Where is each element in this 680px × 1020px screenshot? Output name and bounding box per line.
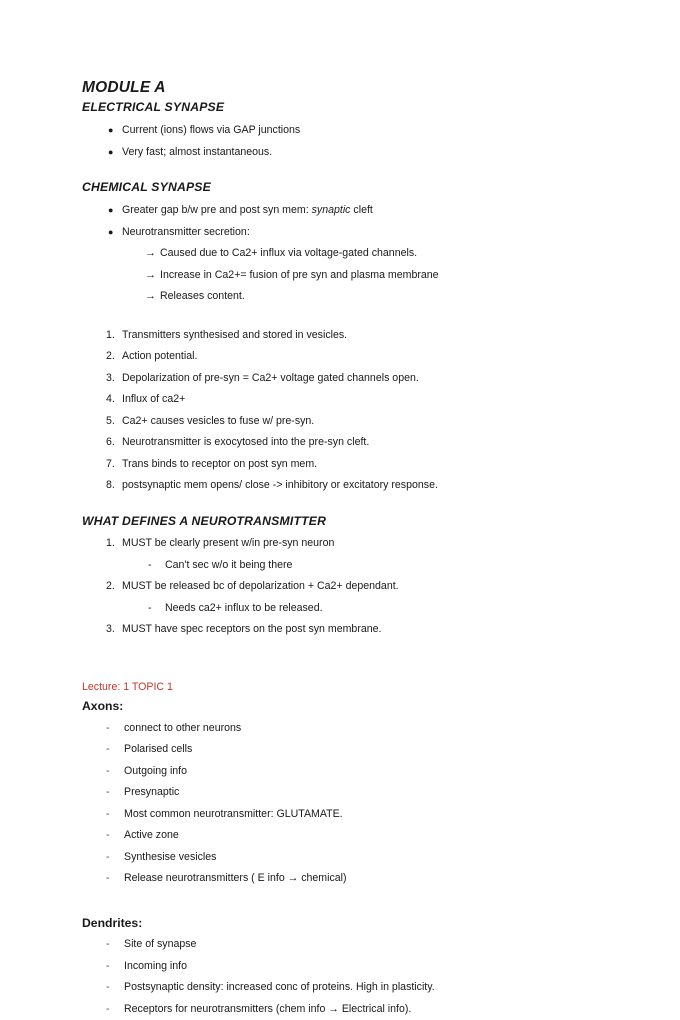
list-item	[82, 999, 602, 1020]
list-item	[82, 619, 602, 641]
axons-list	[82, 718, 602, 890]
dash-icon: -	[106, 721, 110, 734]
list-item	[82, 120, 602, 142]
arrow-right-icon: →	[145, 268, 156, 281]
list-item-text: Incoming info	[124, 959, 188, 972]
list-item	[82, 222, 602, 244]
list-item-text	[122, 200, 602, 222]
list-item-text: Presynaptic	[124, 786, 180, 799]
list-item	[82, 389, 602, 411]
list-item-text: postsynaptic mem opens/ close -> inhibitory or excitatory response.	[122, 479, 438, 492]
dash-icon: -	[106, 981, 110, 994]
list-item	[82, 868, 602, 890]
list-number: 8.	[106, 479, 115, 492]
list-item	[82, 804, 602, 826]
arrow-right-icon: →	[145, 247, 156, 260]
arrow-right-icon: →	[145, 290, 156, 303]
dash-icon: -	[148, 601, 152, 614]
dash-icon: -	[106, 764, 110, 777]
bullet-icon: ●	[108, 146, 114, 157]
list-item-text: Release neurotransmitters ( E info → chemical)	[124, 872, 347, 885]
heading-chemical-synapse: CHEMICAL SYNAPSE	[82, 180, 211, 195]
list-item	[82, 432, 602, 454]
list-item-text: Depolarization of pre-syn = Ca2+ voltage gated channels open.	[122, 371, 419, 384]
list-item-text: Postsynaptic density: increased conc of proteins. High in plasticity.	[124, 981, 435, 994]
dendrites-list	[82, 934, 602, 1020]
list-item-text: MUST be released bc of depolarization + Ca2+ dependant.	[122, 580, 399, 593]
list-item	[82, 956, 602, 978]
heading-electrical-synapse: ELECTRICAL SYNAPSE	[82, 100, 225, 115]
dash-icon: -	[106, 807, 110, 820]
neurotransmitter-criteria-list	[82, 533, 602, 641]
list-item	[82, 411, 602, 433]
list-item-text: Receptors for neurotransmitters (chem info → Electrical info).	[124, 1002, 412, 1015]
lecture-topic-label: Lecture: 1 TOPIC 1	[82, 680, 173, 693]
list-number: 2.	[106, 580, 115, 593]
list-item	[82, 265, 602, 287]
list-number: 3.	[106, 371, 115, 384]
list-item-text: Can't sec w/o it being there	[165, 558, 293, 571]
list-item	[82, 368, 602, 390]
list-item-text: Neurotransmitter secretion:	[122, 225, 250, 238]
list-item-text: Most common neurotransmitter: GLUTAMATE.	[124, 807, 343, 820]
dash-icon: -	[106, 850, 110, 863]
heading-dendrites: Dendrites:	[82, 915, 143, 930]
chemical-synapse-steps	[82, 325, 602, 497]
list-item	[82, 977, 602, 999]
dash-icon: -	[106, 1002, 110, 1015]
list-item-text: Ca2+ causes vesicles to fuse w/ pre-syn.	[122, 414, 315, 427]
list-item-text: Caused due to Ca2+ influx via voltage-gated channels.	[160, 247, 418, 260]
list-item-text: Action potential.	[122, 350, 198, 363]
dash-icon: -	[106, 872, 110, 885]
list-item-text: Site of synapse	[124, 938, 197, 951]
dash-icon: -	[106, 743, 110, 756]
list-number: 5.	[106, 414, 115, 427]
page-title: MODULE A	[82, 79, 166, 96]
list-item-text: Neurotransmitter is exocytosed into the pre-syn cleft.	[122, 436, 370, 449]
heading-axons: Axons:	[82, 698, 124, 713]
list-item	[82, 475, 602, 497]
list-item	[82, 718, 602, 740]
bullet-icon: ●	[108, 226, 114, 237]
list-item	[82, 286, 602, 308]
list-item-text: connect to other neurons	[124, 721, 242, 734]
list-item	[82, 847, 602, 869]
list-number: 1.	[106, 537, 115, 550]
list-item-text: Synthesise vesicles	[124, 850, 217, 863]
list-item	[82, 454, 602, 476]
list-number: 6.	[106, 436, 115, 449]
list-item	[82, 576, 602, 598]
list-item	[82, 200, 602, 222]
document-body	[82, 78, 602, 1020]
list-item	[82, 934, 602, 956]
list-item	[82, 761, 602, 783]
list-item	[82, 346, 602, 368]
list-item-text: Releases content.	[160, 290, 245, 303]
bullet-icon: ●	[108, 205, 114, 216]
list-item	[82, 533, 602, 555]
list-item-text: Needs ca2+ influx to be released.	[165, 601, 323, 614]
dash-icon: -	[106, 959, 110, 972]
list-item-text: Influx of ca2+	[122, 393, 186, 406]
list-item-text: Very fast; almost instantaneous.	[122, 145, 273, 158]
list-number: 4.	[106, 393, 115, 406]
list-item-text: Increase in Ca2+= fusion of pre syn and plasma membrane	[160, 268, 439, 281]
list-number: 2.	[106, 350, 115, 363]
list-item	[82, 325, 602, 347]
list-item-text: Active zone	[124, 829, 179, 842]
emphasis-synaptic: synaptic	[311, 204, 351, 217]
dash-icon: -	[148, 558, 152, 571]
list-item-text: Polarised cells	[124, 743, 193, 756]
electrical-synapse-bullets	[82, 120, 602, 163]
text-fragment: cleft	[350, 204, 373, 217]
bullet-icon: ●	[108, 125, 114, 136]
list-number: 1.	[106, 328, 115, 341]
dash-icon: -	[106, 786, 110, 799]
list-number: 3.	[106, 623, 115, 636]
list-item-text: Transmitters synthesised and stored in vesicles.	[122, 328, 348, 341]
heading-what-defines-neurotransmitter: WHAT DEFINES A NEUROTRANSMITTER	[82, 513, 327, 528]
chemical-synapse-bullets	[82, 200, 602, 308]
list-item	[82, 825, 602, 847]
list-item-text: MUST have spec receptors on the post syn membrane.	[122, 623, 382, 636]
list-number: 7.	[106, 457, 115, 470]
list-item	[82, 142, 602, 164]
list-item	[82, 598, 602, 620]
list-item-text: MUST be clearly present w/in pre-syn neuron	[122, 537, 335, 550]
list-item-text: Trans binds to receptor on post syn mem.	[122, 457, 318, 470]
dash-icon: -	[106, 829, 110, 842]
list-item-text: Current (ions) flows via GAP junctions	[122, 124, 301, 137]
list-item	[82, 782, 602, 804]
text-fragment: Greater gap b/w pre and post syn mem:	[122, 204, 312, 217]
list-item	[82, 555, 602, 577]
list-item-text: Outgoing info	[124, 764, 188, 777]
list-item	[82, 243, 602, 265]
list-item	[82, 739, 602, 761]
dash-icon: -	[106, 938, 110, 951]
